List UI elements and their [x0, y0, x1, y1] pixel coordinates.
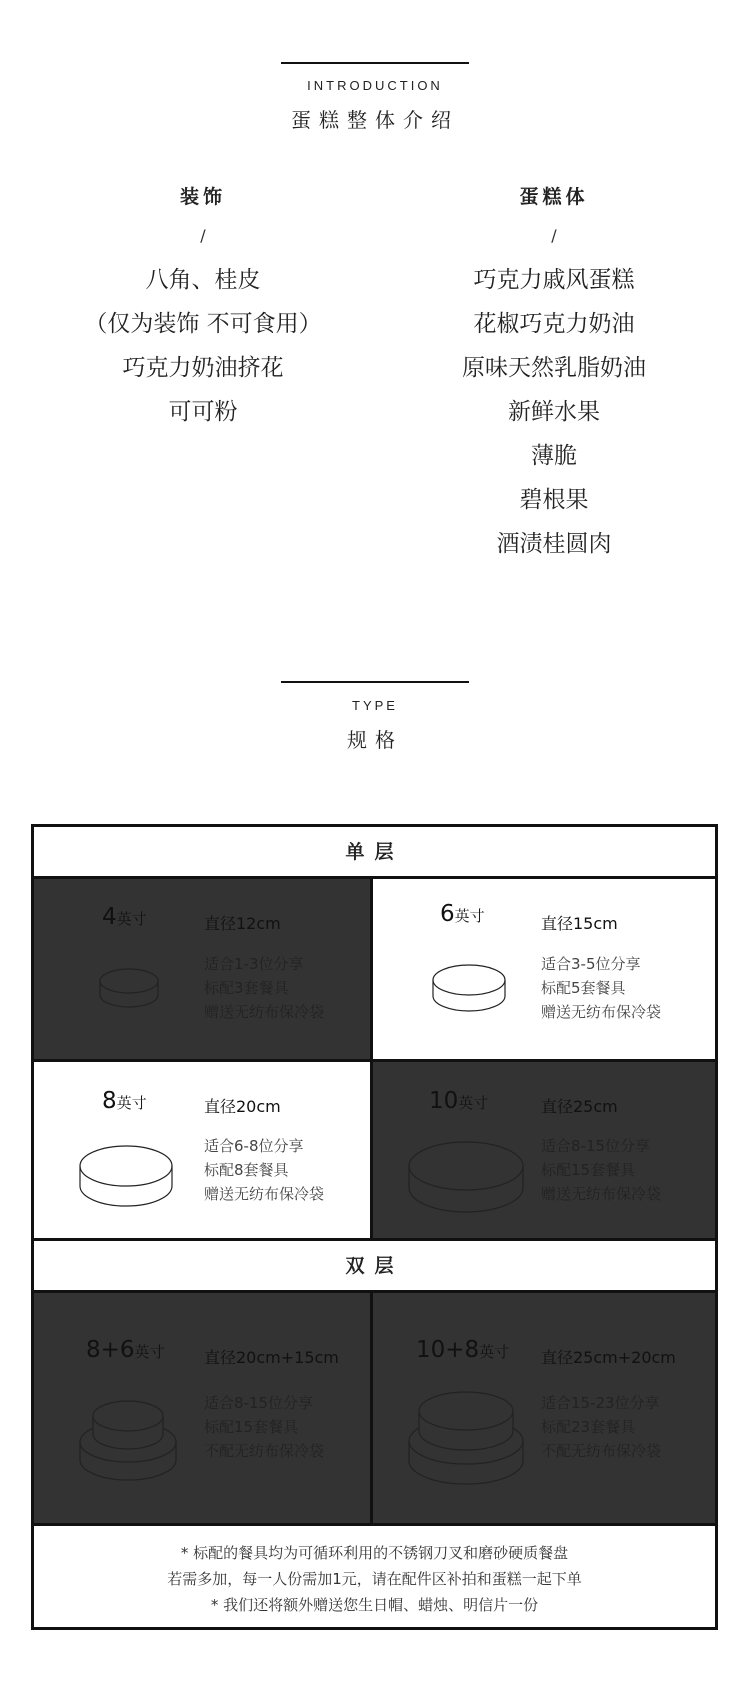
- size-label: 8英寸: [102, 1088, 147, 1114]
- diameter-label: 直径25cm+20cm: [541, 1348, 676, 1367]
- bag-text: 不配无纺布保冷袋: [541, 1442, 662, 1460]
- intro-top-rule: [281, 62, 469, 64]
- cake-8-inch-illustration: [74, 1134, 178, 1220]
- cake-4-inch-illustration: [94, 959, 164, 1019]
- serve-text: 适合15-23位分享: [541, 1394, 660, 1412]
- intro-en-title: INTRODUCTION: [307, 78, 443, 93]
- cake-body-slash: /: [551, 226, 557, 245]
- spec-card-10-inch: [373, 1059, 715, 1241]
- cake-6-inch-illustration: [427, 954, 511, 1024]
- spec-card-8-6-inch: [34, 1293, 373, 1523]
- utensils-text: 标配15套餐具: [541, 1161, 636, 1179]
- cake-body-line: 酒渍桂圆肉: [496, 531, 612, 557]
- size-label: 4英寸: [102, 904, 147, 930]
- type-cn-title: 规格: [347, 728, 403, 752]
- size-label: 8+6英寸: [86, 1337, 165, 1363]
- bag-text: 赠送无纺布保冷袋: [541, 1003, 662, 1021]
- cake-body-line: 巧克力戚风蛋糕: [473, 267, 635, 293]
- cake-body-line: 花椒巧克力奶油: [473, 311, 635, 337]
- spec-card-8-inch: [34, 1059, 373, 1241]
- utensils-text: 标配5套餐具: [541, 979, 626, 997]
- type-en-title: TYPE: [352, 698, 398, 713]
- single-layer-band: [34, 827, 715, 879]
- cake-body-line: 原味天然乳脂奶油: [462, 355, 646, 381]
- note-line: * 标配的餐具均为可循环利用的不锈钢刀叉和磨砂硬质餐盘: [180, 1544, 569, 1562]
- size-label: 10英寸: [429, 1088, 489, 1114]
- size-label: 6英寸: [440, 901, 485, 927]
- note-line: 若需多加，每一人份需加1元，请在配件区补拍和蛋糕一起下单: [167, 1570, 582, 1588]
- diameter-label: 直径20cm: [204, 1097, 281, 1116]
- diameter-label: 直径12cm: [204, 914, 281, 933]
- serve-text: 适合8-15位分享: [541, 1137, 651, 1155]
- serve-text: 适合1-3位分享: [204, 955, 304, 973]
- diameter-label: 直径15cm: [541, 914, 618, 933]
- utensils-text: 标配15套餐具: [204, 1418, 299, 1436]
- cake-10-inch-illustration: [403, 1130, 529, 1226]
- bag-text: 赠送无纺布保冷袋: [204, 1185, 325, 1203]
- serve-text: 适合3-5位分享: [541, 955, 641, 973]
- notes-section: [34, 1523, 715, 1627]
- utensils-text: 标配3套餐具: [204, 979, 289, 997]
- serve-text: 适合6-8位分享: [204, 1137, 304, 1155]
- spec-table: [31, 824, 718, 1630]
- double-layer-label: 双层: [345, 1255, 404, 1277]
- diameter-label: 直径20cm+15cm: [204, 1348, 339, 1367]
- utensils-text: 标配23套餐具: [541, 1418, 636, 1436]
- decoration-line: 可可粉: [168, 399, 238, 425]
- decoration-heading: 装饰: [179, 186, 226, 208]
- decoration-line: 巧克力奶油挤花: [122, 355, 284, 381]
- cake-body-line: 碧根果: [519, 487, 589, 513]
- cake-body-heading: 蛋糕体: [519, 186, 589, 208]
- cake-body-line: 薄脆: [531, 443, 577, 469]
- cake-8-6-inch-illustration: [74, 1388, 182, 1492]
- intro-cn-title: 蛋糕整体介绍: [291, 108, 459, 132]
- decoration-line: （仅为装饰 不可食用）: [84, 311, 322, 337]
- spec-card-10-8-inch: [373, 1293, 715, 1523]
- spec-card-6-inch: [373, 879, 715, 1059]
- diameter-label: 直径25cm: [541, 1097, 618, 1116]
- type-top-rule: [281, 681, 469, 683]
- bag-text: 不配无纺布保冷袋: [204, 1442, 325, 1460]
- cake-10-8-inch-illustration: [403, 1381, 529, 1497]
- cake-body-line: 新鲜水果: [508, 399, 600, 425]
- single-layer-label: 单层: [345, 841, 404, 863]
- note-line: * 我们还将额外赠送您生日帽、蜡烛、明信片一份: [210, 1596, 539, 1614]
- decoration-slash: /: [200, 226, 206, 245]
- size-label: 10+8英寸: [416, 1337, 510, 1363]
- serve-text: 适合8-15位分享: [204, 1394, 314, 1412]
- spec-card-4-inch: [34, 879, 373, 1059]
- double-layer-band: [34, 1241, 715, 1293]
- utensils-text: 标配8套餐具: [204, 1161, 289, 1179]
- bag-text: 赠送无纺布保冷袋: [541, 1185, 662, 1203]
- bag-text: 赠送无纺布保冷袋: [204, 1003, 325, 1021]
- decoration-line: 八角、桂皮: [145, 267, 261, 293]
